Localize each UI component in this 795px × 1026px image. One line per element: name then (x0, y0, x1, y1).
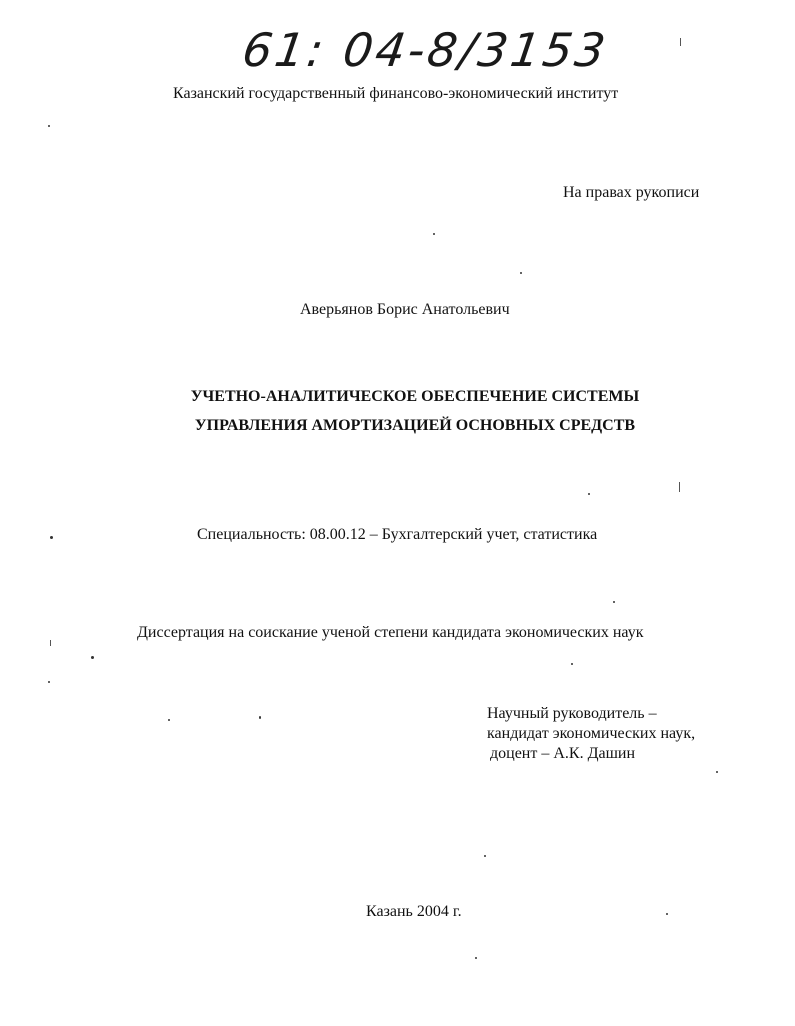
institute-name: Казанский государственный финансово-экономический институт (173, 85, 619, 102)
handwritten-archive-code: 61: 04-8/3153 (239, 23, 612, 77)
scan-speck (520, 272, 522, 274)
dissertation-title-line-2: УПРАВЛЕНИЯ АМОРТИЗАЦИЕЙ ОСНОВНЫХ СРЕДСТВ (194, 417, 636, 434)
author-name: Аверьянов Борис Анатольевич (300, 301, 510, 318)
scan-mark (680, 38, 681, 46)
scan-mark (50, 640, 51, 646)
scan-speck (168, 719, 170, 721)
scan-speck (666, 913, 668, 915)
scan-speck (571, 663, 573, 665)
rights-note: На правах рукописи (563, 184, 700, 201)
specialty: Специальность: 08.00.12 – Бухгалтерский учет, статистика (197, 526, 598, 543)
scan-speck (48, 125, 50, 127)
supervisor-line-1: Научный руководитель – (487, 705, 657, 722)
supervisor-line-3: доцент – А.К. Дашин (490, 745, 636, 762)
scan-speck (48, 681, 50, 683)
scan-speck (50, 536, 53, 539)
scan-speck (475, 957, 477, 959)
scan-speck (433, 233, 435, 235)
dissertation-title-line-1: УЧЕТНО-АНАЛИТИЧЕСКОЕ ОБЕСПЕЧЕНИЕ СИСТЕМЫ (190, 388, 640, 405)
scan-speck (613, 601, 615, 603)
scan-speck (91, 656, 94, 659)
scan-speck (484, 855, 486, 857)
scan-speck (259, 716, 261, 719)
city-year: Казань 2004 г. (366, 903, 462, 920)
scan-mark (679, 482, 680, 492)
degree-statement: Диссертация на соискание ученой степени кандидата экономических наук (137, 624, 644, 641)
supervisor-line-2: кандидат экономических наук, (487, 725, 696, 742)
scan-speck (716, 771, 718, 773)
scan-speck (588, 493, 590, 495)
